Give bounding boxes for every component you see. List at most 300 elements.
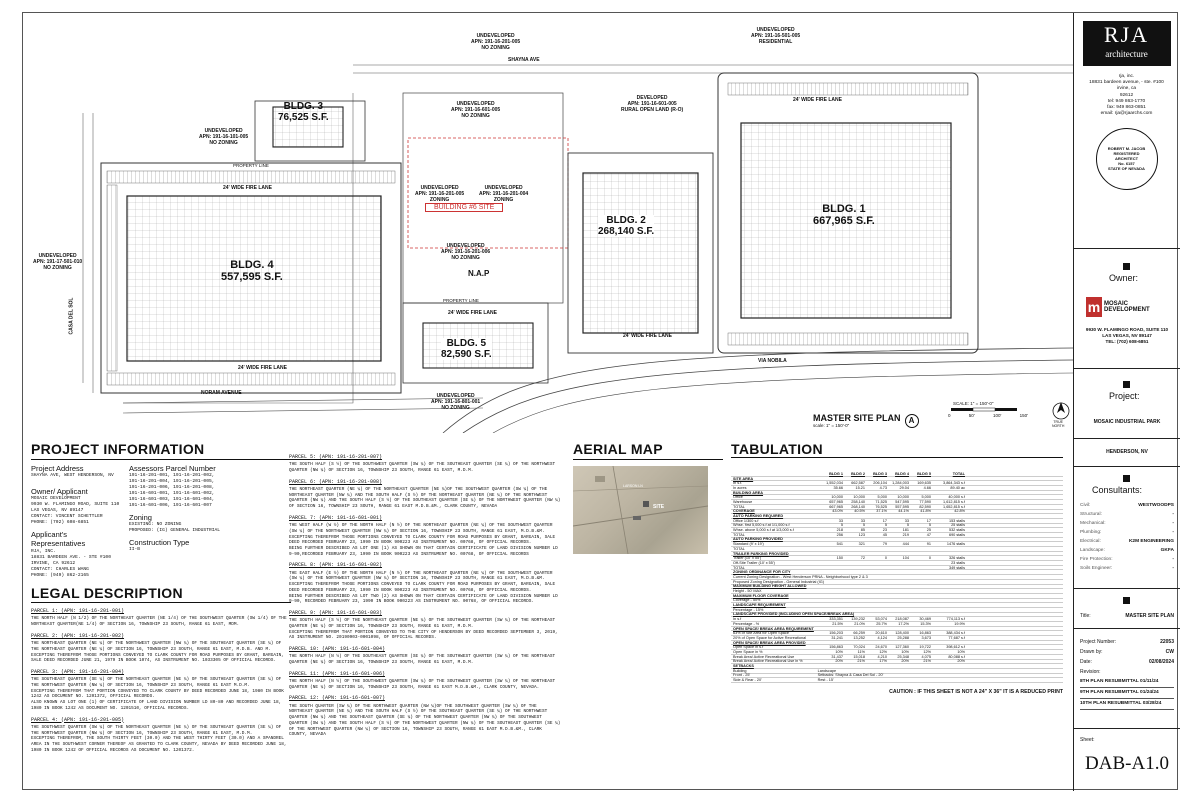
- bldg4-name: BLDG. 4: [230, 259, 274, 271]
- tabulation-cell: 388,434 s.f: [946, 631, 965, 636]
- tabulation-cell: 19.9%: [954, 621, 965, 626]
- project-name: MOSAIC INDUSTRIAL PARK: [1093, 419, 1161, 425]
- tabulation-cell: Rest - 15': [817, 678, 834, 683]
- tabulation-cell: 21.0%: [854, 621, 865, 626]
- parcel-label-south: UNDEVELOPED APN: 191-16-801-001 NO ZONING: [431, 393, 481, 411]
- tabulation-cell: 690 stalls: [948, 532, 965, 537]
- consultant-name: WESTWOODPS: [1138, 503, 1174, 508]
- tabulation-cell: 258,140: [851, 499, 865, 504]
- consultant-role: Electrical:: [1080, 539, 1101, 544]
- zoning-label: Zoning: [129, 512, 152, 522]
- property-line-label-2: PROPERTY LINE: [443, 298, 479, 303]
- tabulation-cell: 12%: [879, 649, 887, 654]
- apn-value: 191-16-201-001, 191-16-201-002, 191-16-201-004, 191-16-201-005, 191-16-201-006, 191-16-201-008, 191-16-601-001, 191-16-601-002, 191-16-601-003, 191-16-601-004, 191-16-601-006, 191-16-601-007: [129, 472, 215, 508]
- aerial-road-label: LARSON LN: [623, 483, 643, 488]
- tabulation-cell: 532 stalls: [948, 528, 965, 533]
- tabulation-cell: 662,587: [851, 481, 865, 486]
- tabulation-cell: 268,140: [851, 504, 865, 509]
- consultant-row: [1080, 501, 1174, 510]
- ctype-label: Construction Type: [129, 538, 190, 547]
- tabulation-cell: 91: [926, 542, 931, 547]
- plan-title-text: [813, 413, 901, 428]
- tabulation-cell: 41.8%: [920, 509, 931, 514]
- tabulation-cell: 10,000: [897, 495, 909, 500]
- revision-label: Revision:: [1080, 669, 1101, 675]
- project-label: Project:: [1109, 391, 1140, 401]
- tabulation-cell: 219: [902, 532, 909, 537]
- tabulation-row-label: Whse. above 5,000 s.f at 1/3,000 s.f: [733, 528, 794, 533]
- owner-label: Owner:: [1109, 273, 1139, 283]
- parcel-description: THE NORTH HALF (N ½) OF THE SOUTHEAST QUARTER (SE ¼) OF THE SOUTHWEST QUARTER (SW ¼) OF THE NORTHEAST QUARTER (NE ¼) OF SECTION 16, TOWNSHIP 23 SOUTH, RANGE 61 EAST, M.D.M.: [289, 654, 556, 666]
- tabulation-cell: 5,000: [877, 495, 887, 500]
- bldg2-footprint: [583, 173, 698, 333]
- fire-lane-label-2: 24' WIDE FIRE LANE: [223, 185, 272, 191]
- drawn-label: Drawn by:: [1080, 649, 1103, 655]
- consultants-bullet-icon: [1123, 475, 1130, 482]
- project-section: [1074, 368, 1180, 438]
- parcel-description: THE SOUTHEAST QUARTER (SE ¼) OF THE NORTHEAST QUARTER (NE ¼) OF THE SOUTHEAST QUARTER (SE ¼) OF THE NORTHWEST QUARTER (NW ¼) OF SECTION 16, TOWNSHIP 23 SOUTH, RANGE 61 EAST M.D.M. EXCEPTING THEREFROM THAT PORTION CONVEYED TO CLARK COUNTY BY DEED RECORDED JUNE 18, 1980 IN BOOK 1242 AS DOCUMENT NO. 1201372, OFFICIAL RECORDS. ALSO KNOWN AS LOT ONE (1) OF CERTIFICATE OF LAND DIVISION NUMBER LD 80-80 AND RECORDED JUNE 18, 1980 IN BOOK 1242 AS DOCUMENT NO. 1201510, OFFICIAL RECORDS.: [31, 677, 284, 711]
- tabulation-cell: 21%: [923, 659, 931, 664]
- tabulation-cell: 774,113 s.f: [946, 617, 965, 622]
- bldg2-name: BLDG. 2: [606, 215, 646, 226]
- project-number-label: Project Number:: [1080, 639, 1117, 645]
- parcel-description: THE WEST HALF (W ½) OF THE NORTH HALF (N ½) OF THE NORTHEAST QUARTER (NE ¼) OF THE SOUTHWEST QUARTER (SW ¼) OF THE NORTHWEST QUARTER (NW ¼) OF SECTION 16, TOWNSHIP 23 SOUTH, RANGE 61 EAST, M.D.B.&M. EXCEPTING THEREFROM THOSE PORTIONS CONVEYED TO CLARK COUNTY FOR ROAD PURPOSES BY GRANT, BARGAIN, SALE DEED RECORDED FEBRUARY 23, 1990 IN BOOK 900223 AS INSTRUMENT NO. 00768, OF OFFICIAL RECORDS. BEING FURTHER DESCRIBED AS LOT ONE (1) AS SHOWN ON THAT CERTAIN CERTIFICATE OF LAND DIVISION NUMBER LD 9-90,RECORDED FEBRUARY 23, 1990 IN BOOK 900223 AS INSTRUMENT NO. 00768, OF OFFICIAL RECORDS: [289, 523, 558, 557]
- address-value: SHAYNA AVE, WEST HENDERSON, NV: [31, 472, 114, 478]
- tabulation-cell: 321: [858, 542, 865, 547]
- tabulation-row-label: Height - 50' MAX: [733, 589, 762, 594]
- tabulation-row-label: Coverage - 50%: [733, 598, 761, 603]
- tabulation-cell: 4.66: [923, 485, 931, 490]
- tabulation-row-label: TRAILER PARKING PROVIDED: [733, 551, 789, 556]
- consultant-role: Landscape:: [1080, 548, 1105, 553]
- bldg3-name: BLDG. 3: [283, 101, 324, 112]
- date-row: [1080, 657, 1174, 667]
- tabulation-cell: Setbacks: Shayna & Casa Del Sol - 20': [817, 673, 884, 678]
- parcel-heading: PARCEL 5: (APN: 191-16-201-007): [289, 454, 383, 460]
- tabulation-cell: 30,469: [919, 617, 931, 622]
- tabulation-cell: 77,590: [919, 499, 931, 504]
- project-meta: [1080, 637, 1174, 710]
- drawing-sheet: [22, 12, 1178, 790]
- tabulation-row-label: Whse. first 5,000 s.f at 1/1,000 s.f: [733, 523, 790, 528]
- column-header: BLDG 5: [917, 471, 931, 476]
- tabulation-cell: 20,610: [875, 631, 887, 636]
- tabulation-cell: 82,590: [919, 504, 931, 509]
- tabulation-cell: 77,687 s.f: [948, 635, 965, 640]
- building6-label: BUILDING #6 SITE: [425, 203, 503, 212]
- parcel-heading: PARCEL 10: (APN: 191-16-601-004): [289, 646, 386, 653]
- parcel-heading: PARCEL 9: (APN: 191-16-601-003): [289, 609, 383, 616]
- tabulation-row-label: BUILDING AREA: [733, 490, 764, 495]
- tabulation-cell: 31,241: [831, 635, 843, 640]
- tabulation-cell: 25.7%: [876, 621, 887, 626]
- street-south-left: NORAM AVENUE: [201, 390, 242, 396]
- project-meta-section: [1074, 628, 1180, 728]
- drawn-row: [1080, 647, 1174, 657]
- tabulation-cell: 1,652,815 s.f: [943, 504, 965, 509]
- parcel-label-bldg3-north: UNDEVELOPED APN: 191-16-101-005 NO ZONING: [199, 128, 249, 146]
- bldg5-label: [441, 338, 492, 360]
- tabulation-row-label: TOTAL: [733, 532, 745, 537]
- consultant-name: -: [1172, 557, 1174, 562]
- parcel-label-center-a: UNDEVELOPED APN: 191-16-201-005 ZONING: [415, 185, 465, 203]
- ctype-value: II-B: [129, 547, 141, 553]
- street-south-right: VIA NOBILA: [758, 358, 787, 364]
- tabulation-row-label: Percentage - 15%: [733, 607, 764, 612]
- parcel-heading: PARCEL 1: (APN: 191-16-201-001): [31, 608, 125, 615]
- parcel-heading: PARCEL 7: (APN: 191-16-601-001): [289, 514, 383, 521]
- tabulation-cell: 153 stalls: [948, 518, 965, 523]
- tabulation-row-label: Office 1/300 s.f: [733, 518, 759, 523]
- tabulation: [731, 441, 1063, 695]
- parcel-label-north-right: UNDEVELOPED APN: 191-16-501-005 RESIDENTIAL: [751, 27, 801, 45]
- parcel-heading: PARCEL 3: (APN: 191-16-201-004): [31, 668, 125, 675]
- tabulation-row-label: Side & Rear - 20': [733, 678, 762, 683]
- parcel-label-center-c: UNDEVELOPED APN: 191-16-201-006 NO ZONING: [441, 243, 491, 261]
- tabulation-cell: 25 stalls: [951, 523, 965, 528]
- tabulation-row-label: AUTO PARKING PROVIDED: [733, 537, 783, 542]
- tabulation-row-label: Standard (9' x 19'): [733, 542, 764, 547]
- column-header: BLDG 2: [851, 471, 865, 476]
- mosaic-logo-text: [1104, 301, 1150, 313]
- aerial-site-label: SITE: [653, 503, 665, 510]
- plan-scale-note: scale: 1" = 150'-0": [813, 423, 850, 428]
- consultant-role: Fire Protection:: [1080, 557, 1113, 562]
- tabulation-row-label: MAXIMUM BUILDING HEIGHT ALLOWED: [733, 584, 807, 589]
- aerial-map-section: [573, 441, 723, 554]
- tabulation-cell: 256: [836, 532, 843, 537]
- parcel-description: THE SOUTH HALF (S ½) OF THE SOUTHWEST QUARTER (SW ¼) OF THE SOUTHEAST QUARTER (SE ¼) OF THE NORTHWEST QUARTER (NW ¼) OF SECTION 16, TOWNSHIP 23 SOUTH, RANGE 61 EAST, M.D.M.: [289, 462, 556, 473]
- tabulation-row-label: SETBACKS: [733, 664, 754, 669]
- tabulation-row: [731, 678, 1063, 683]
- consultant-name: K2M ENGINEERING: [1128, 539, 1174, 544]
- consultant-name: -: [1172, 566, 1174, 571]
- tabulation-cell: 5: [884, 523, 887, 528]
- consultant-name: GKFA: [1160, 548, 1174, 553]
- tabulation-cell: 5: [906, 523, 909, 528]
- consultant-row: [1080, 537, 1174, 546]
- tabulation-cell: 4,210: [877, 654, 887, 659]
- parcel-label-north-center: UNDEVELOPED APN: 191-16-201-005 NO ZONING: [471, 33, 521, 51]
- north-arrow-label: TRUE NORTH: [1052, 420, 1065, 428]
- bldg3-area: 76,525 S.F.: [278, 112, 329, 123]
- tabulation-row-label: ZONING ORDINANCE FOR CITY: [733, 570, 791, 575]
- project-info-columns: [31, 460, 291, 579]
- consultant-row: [1080, 555, 1174, 564]
- parcel-heading: PARCEL 11: (APN: 191-16-601-006): [289, 670, 386, 677]
- nap-label: N.A.P: [468, 269, 490, 278]
- tabulation-cell: Landscape: [817, 668, 837, 673]
- legal-column-1: [31, 608, 291, 753]
- owner-section: [1074, 248, 1180, 368]
- scale-tick: 50': [968, 413, 975, 418]
- tabulation-body: [731, 477, 1063, 683]
- bldg1-area: 667,965 S.F.: [813, 215, 875, 227]
- tabulation-cell: 12%: [923, 649, 931, 654]
- title-section: [1074, 588, 1180, 628]
- consultant-row: [1080, 546, 1174, 555]
- project-city-section: [1074, 438, 1180, 466]
- scale-tick: 100': [992, 413, 1002, 418]
- tabulation-cell: 156,203: [829, 631, 843, 636]
- tabulation-cell: 150: [836, 556, 843, 561]
- tabulation-cell: 47: [926, 532, 931, 537]
- tabulation-cell: 25,348: [897, 654, 909, 659]
- tabulation-row-label: Open Space in %: [733, 649, 763, 654]
- reps-label: Applicant's Representatives: [31, 530, 86, 549]
- tabulation-row-label: Proposed Zoning Designation - General Industrial (IG): [733, 579, 824, 584]
- bldg1-name: BLDG. 1: [822, 203, 866, 215]
- consultant-role: Mechanical:: [1080, 521, 1106, 526]
- mosaic-logo: [1086, 297, 1150, 317]
- parcel-description: THE SOUTHWEST QUARTER (SW ¼) OF THE NORTHEAST QUARTER (NE ¼) OF THE SOUTHEAST QUARTER (SE ¼) OF THE NORTHWEST QUARTER (NW ¼) OF SECTION 16, TOWNSHIP 23 SOUTH, RANGE 61 EAST, M.D.M. EXCEPTING THEREFROM, THE SOUTH THIRTY FEET (30.0) AND THE WEST THIRTY FEET (30.0) AND A SPANDREL AREA IN THE SOUTHWEST CORNER THEREOF AS GRANTED TO CLARK COUNTY, NEVADA BY DEED RECORDED JUNE 18, 1980 IN BOOK 1242 OF OFFICIAL RECORDS AS DOCUMENT NO. 1201372.: [31, 724, 287, 753]
- site-plan: [23, 13, 1073, 433]
- rja-logo-sub: architecture: [1105, 49, 1148, 59]
- revision-1: 8TH PLAN RESUBMITTAL 01/11/24: [1080, 677, 1174, 688]
- tabulation-cell: 17%: [879, 659, 887, 664]
- tabulation-cell: 349 stalls: [948, 565, 965, 570]
- project-bullet-icon: [1123, 381, 1130, 388]
- project-info-left: [31, 460, 121, 579]
- tabulation-cell: 1476 stalls: [946, 542, 965, 547]
- sheet-label: Sheet:: [1080, 737, 1095, 743]
- tabulation-cell: 66,259: [853, 631, 865, 636]
- tabulation-cell: 89.40 ac: [950, 485, 965, 490]
- architect-seal-text: ROBERT M. JACOB REGISTERED ARCHITECT No. 6157 STATE OF NEVADA: [1107, 145, 1146, 172]
- tabulation-cell: 1,552,034: [826, 481, 843, 486]
- aerial-image: [573, 466, 708, 554]
- architect-seal: [1096, 128, 1158, 190]
- tabulation-cell: 17: [882, 518, 887, 523]
- tabulation-row-label: 20% of Open Space for Active Recreational: [733, 635, 807, 640]
- tabulation-cell: 1,612,815 s.f: [943, 499, 965, 504]
- tabulation-cell: 5,000: [921, 495, 931, 500]
- tabulation-cell: 71,525: [875, 499, 887, 504]
- street-north: SHAYNA AVE: [508, 57, 540, 63]
- consultant-role: Structural:: [1080, 512, 1102, 517]
- consultant-row: [1080, 519, 1174, 528]
- tabulation-row-label: Building: [733, 668, 747, 673]
- fire-lane-label-4: 24' WIDE FIRE LANE: [623, 333, 672, 339]
- tabulation-cell: 1,284,003: [892, 481, 909, 486]
- tabulation-cell: 72: [860, 556, 865, 561]
- tabulation-row-label: LANDSCAPE REQUIREMENT: [733, 603, 786, 608]
- tabulation-cell: 40,000 s.f: [948, 495, 965, 500]
- tabulation-heading: TABULATION: [731, 441, 1063, 458]
- tabulation-cell: 3,864,343 s.f: [943, 481, 965, 486]
- tabulation-cell: 541: [836, 542, 843, 547]
- tabulation-row-label: Percentage - %: [733, 621, 760, 626]
- tabulation-cell: 21.5%: [832, 621, 843, 626]
- parcel-heading: PARCEL 6: (APN: 191-16-201-008): [289, 478, 383, 485]
- tabulation-row-label: 63% of Site Area for Open Space: [733, 631, 789, 636]
- plan-title-badge: A: [905, 414, 919, 428]
- tabulation-cell: 33: [904, 518, 909, 523]
- tabulation-row-label: TOTAL: [733, 565, 745, 570]
- firm-info: rja, inc. 18831 bardeen avenue, - ste. #100 irvine, ca 92612 tel: 949 863-1770 fax: 949 863-0851 email: rja@rjaarchs.com: [1089, 74, 1164, 117]
- street-west: CASA DEL SOL: [68, 297, 75, 335]
- tabulation-cell: 17.2%: [898, 621, 909, 626]
- rja-logo-main: RJA: [1103, 22, 1150, 47]
- tabulation-cell: 20%: [835, 659, 843, 664]
- consultant-row: [1080, 528, 1174, 537]
- property-line-label-1: PROPERTY LINE: [233, 163, 269, 168]
- tabulation-row-label: SITE AREA: [733, 476, 754, 481]
- consultant-name: -: [1172, 530, 1174, 535]
- tabulation-row-label: Front - 25': [733, 673, 751, 678]
- tabulation-row-label: In s.f.: [733, 481, 743, 486]
- consultant-name: -: [1172, 521, 1174, 526]
- fire-lane-label-3: 24' WIDE FIRE LANE: [238, 365, 287, 371]
- tabulation-cell: 4.73: [879, 485, 887, 490]
- tabulation-cell: 10%: [835, 649, 843, 654]
- rja-logo: [1083, 21, 1171, 66]
- project-number: 22053: [1160, 639, 1174, 645]
- tabulation-cell: 70,024: [853, 645, 865, 650]
- tabulation-cell: 44.1%: [898, 509, 909, 514]
- scale-label: SCALE: 1" = 150'-0": [953, 401, 994, 406]
- mosaic-logo-mark: m: [1087, 299, 1101, 315]
- sheet-number: DAB-A1.0: [1085, 753, 1169, 774]
- mosaic-logo-a: MOSAIC: [1104, 301, 1128, 307]
- tabulation-cell: 24,670: [875, 645, 887, 650]
- date-label: Date:: [1080, 659, 1092, 665]
- parcel-description: THE NORTH HALF (N 1/2) OF THE NORTHEAST QUARTER (NE 1/4) OF THE SOUTHWEST QUARTER (SW 1/4) OF THE NORTHEAST QUARTER(NE 1/4) OF SECTION 16, TOWNSHIP 23 SOUTH, RANGE 61 EAST, MDM.: [31, 616, 287, 628]
- bldg2-label: [598, 215, 654, 237]
- owner-label: Owner/ Applicant: [31, 486, 88, 496]
- tabulation-cell: 0: [928, 556, 931, 561]
- tabulation-cell: 10%: [901, 649, 909, 654]
- project-number-row: [1080, 637, 1174, 647]
- parcel-label-center-b: UNDEVELOPED APN: 191-16-201-004 ZONING: [479, 185, 529, 203]
- tabulation-cell: 123: [858, 532, 865, 537]
- parcel-description: THE NORTHEAST QUARTER (NE ¼) OF THE NORTHEAST QUARTER (NE ¼)OF THE SOUTHWEST QUARTER (SW ¼) OF THE NORTHEAST QUARTER (NW ¼) AND THE SOUTH HALF (S ½) OF THE NORTHEAST QUARTER (NE ¼) OF THE NORTHWEST QUARTER (NW ¼) AND THE SOUTH HALF (S ½) OF THE SOUTHEAST QUARTER (SE ¼) OF THE NORTHWEST QUARTER (NW ¼) OF SECTION 16, TOWNSHIP 23 SOUTH, RANGE 61 EAST M.D.B.&M., CLARK COUNTY, NEVADA: [289, 486, 561, 510]
- consultant-row: [1080, 564, 1174, 573]
- tabulation-row-label: Current Zoning Designation - West Henderson PRNA - Neighborhood type 2 & 3: [733, 574, 868, 579]
- tabulation-row-label: Office: [733, 495, 743, 500]
- owner-address: 9930 W. FLAMINGO ROAD, SUITE 110 LAS VEGAS, NV 89147 TEL: (702) 608-6851: [1085, 327, 1169, 344]
- tabulation-cell: 19,722: [919, 645, 931, 650]
- tabulation-cell: 127,360: [895, 645, 909, 650]
- tabulation-cell: 398,612 s.f: [946, 645, 965, 650]
- tabulation-cell: 79: [882, 542, 887, 547]
- tabulation-cell: 33: [838, 518, 843, 523]
- address-label: Project Address: [31, 463, 84, 473]
- tabulation-row-label: Break Area/ Active Recreational Use in %: [733, 659, 803, 664]
- parcel-label-west: UNDEVELOPED APN: 191-17-501-010 NO ZONING: [33, 253, 83, 271]
- legal-column-2: [289, 449, 561, 738]
- tabulation-cell: 20%: [957, 659, 965, 664]
- date-value: 02/08/2024: [1148, 659, 1174, 665]
- tabulation-cell: 333,351: [829, 617, 843, 622]
- tabulation-cell: 80,088 s.f: [948, 654, 965, 659]
- consultants-label: Consultants:: [1092, 485, 1143, 495]
- tabulation-row-label: TOTAL: [733, 504, 745, 509]
- tabulation-cell: 21%: [857, 659, 865, 664]
- tabulation-cell: 13,252: [853, 635, 865, 640]
- bldg4-label: [221, 259, 283, 283]
- tabulation-row-label: Off-Site Trailer (10' x 55'): [733, 560, 775, 565]
- caution-note: CAUTION : IF THIS SHEET IS NOT A 24" X 36" IT IS A REDUCED PRINT: [889, 688, 1063, 695]
- tabulation-cell: 25: [926, 528, 931, 533]
- apn-label: Assessors Parcel Number: [129, 463, 216, 473]
- project-info: [31, 441, 291, 753]
- scale-tick: 0: [948, 413, 951, 418]
- bldg1-label: [813, 203, 875, 227]
- tabulation-cell: 53,074: [875, 617, 887, 622]
- tabulation-row-label: MAXIMUM FLOOR COVERAGE: [733, 593, 789, 598]
- tabulation-cell: 40.5%: [854, 509, 865, 514]
- parcel-description: THE SOUTH HALF (S ½) OF THE NORTHEAST QUARTER (NE ¼) OF THE SOUTHWEST QUARTER (SW ¼) OF THE NORTHEAST QUARTER (NE ¼) OF SECTION 16, TOWNSHIP 23 SOUTH, RANGE 61 EAST, M.D.M. EXCEPTING THEREFROM THAT PORTION CONVEYED TO THE CITY OF HENDERSON BY DEED RECORDED SEPTEMBER 3, 2019, AS INSTRUMENT NO. 20190903-0001098, OF OFFICIAL RECORDS.: [289, 618, 558, 641]
- tabulation-cell: 547,595: [895, 499, 909, 504]
- consultant-role: Plumbing:: [1080, 530, 1102, 535]
- column-header: BLDG 3: [873, 471, 887, 476]
- site-plan-drawing: [23, 13, 1073, 433]
- plan-title-block: [813, 413, 919, 428]
- tabulation-cell: 206,104: [873, 481, 887, 486]
- title-label: Title:: [1080, 613, 1091, 619]
- tabulation-cell: 16,863: [919, 631, 931, 636]
- column-header: BLDG 4: [895, 471, 909, 476]
- tabulation-cell: 20%: [901, 659, 909, 664]
- tabulation-row-label: AUTO PARKING REQUIRED: [733, 514, 784, 519]
- tabulation-row-label: Break Area/ Active Recreational Use: [733, 654, 795, 659]
- parcel-heading: PARCEL 4: (APN: 191-16-201-005): [31, 716, 125, 723]
- tabulation-row-label: Trailer (10' x 55'): [733, 556, 762, 561]
- plan-title: MASTER SITE PLAN: [813, 413, 901, 423]
- tabulation-cell: 29.04: [899, 485, 909, 490]
- tabulation-cell: 444: [902, 542, 909, 547]
- tabulation-cell: 31,437: [831, 654, 843, 659]
- tabulation-cell: 42.8%: [954, 509, 965, 514]
- sheet-section: [1074, 728, 1180, 791]
- project-city: HENDERSON, NV: [1106, 449, 1148, 455]
- project-info-heading: PROJECT INFORMATION: [31, 441, 291, 460]
- tabulation-cell: 35.66: [833, 485, 843, 490]
- parcel-label-center-north: UNDEVELOPED APN: 191-16-601-005 NO ZONING: [451, 101, 501, 119]
- tabulation-cell: 15,018: [853, 654, 865, 659]
- tabulation-cell: 218,087: [895, 617, 909, 622]
- parcel-heading: PARCEL 12: (APN: 191-16-601-007): [289, 695, 386, 702]
- tabulation-cell: 557,595: [895, 504, 909, 509]
- tabulation-cell: 5: [862, 523, 865, 528]
- tabulation-cell: 3,673: [921, 635, 931, 640]
- column-header: TOTAL: [952, 471, 965, 476]
- tabulation-cell: 0: [884, 556, 887, 561]
- tabulation-row-label: In s.f: [733, 617, 742, 622]
- tabulation-cell: 5: [928, 523, 931, 528]
- title-bullet-icon: [1123, 597, 1130, 604]
- tabulation-cell: 181: [902, 528, 909, 533]
- tabulation-row-label: TOTAL: [733, 546, 745, 551]
- tabulation-cell: 169,635: [917, 481, 931, 486]
- tabulation-cell: 10%: [957, 649, 965, 654]
- consultant-role: Soils Engineer:: [1080, 566, 1113, 571]
- parcel-label-developed: DEVELOPED APN: 191-16-601-005 RURAL OPEN LAND (R-O): [621, 95, 684, 113]
- consultant-role: Civil:: [1080, 503, 1091, 508]
- scale-ticks: [948, 413, 1028, 418]
- tabulation-cell: 4,124: [877, 635, 887, 640]
- tabulation-cell: 33: [860, 518, 865, 523]
- parcel-heading: PARCEL 8: (APN: 191-16-601-002): [289, 562, 383, 569]
- column-header: BLDG 1: [829, 471, 843, 476]
- parcel-description: THE SOUTH QUARTER (SW ¼) OF THE NORTHWEST QUARTER (NW ¼)OF THE SOUTHWEST QUARTER (SW ¼) OF THE NORTHEAST QUARTER (NE ¼) AND THE SOUTH HALF (S ½) OF THE SOUTHEAST QUARTER (SE ¼) OF THE NORTHWEST QUARTER (NW ¼) AND THE SOUTHEAST QUARTER (SE ¼) OF THE NORTHWEST QUARTER (NW ¼) OF THE SOUTHWEST QUARTER (SW ¼) AND THE SOUTH HALF (S ½) OF THE NORTHWEST QUARTER (NW ¼) OF THE SOUTHEAST QUARTER (SE ¼) OF THE NORTHWEST QUARTER (NW ¼) OF SECTION 16, TOWNSHIP 23 SOUTH, RANGE 61 EAST M.D.B.&M., CLARK COUNTY, NEVADA: [289, 703, 561, 738]
- tabulation-cell: 139,232: [851, 617, 865, 622]
- owner-value: MOSAIC DEVELOPMENT 9930 W. FLAMINGO ROAD, SUITE 110 LAS VEGAS, NV 89147 CONTACT: VINCENT SCHETTLER PHONE: (702) 608-6851: [31, 496, 120, 526]
- tabulation-cell: 218: [836, 528, 843, 533]
- fire-lane-label-5: 24' WIDE FIRE LANE: [448, 310, 497, 316]
- tabulation-cell: 667,965: [829, 504, 843, 509]
